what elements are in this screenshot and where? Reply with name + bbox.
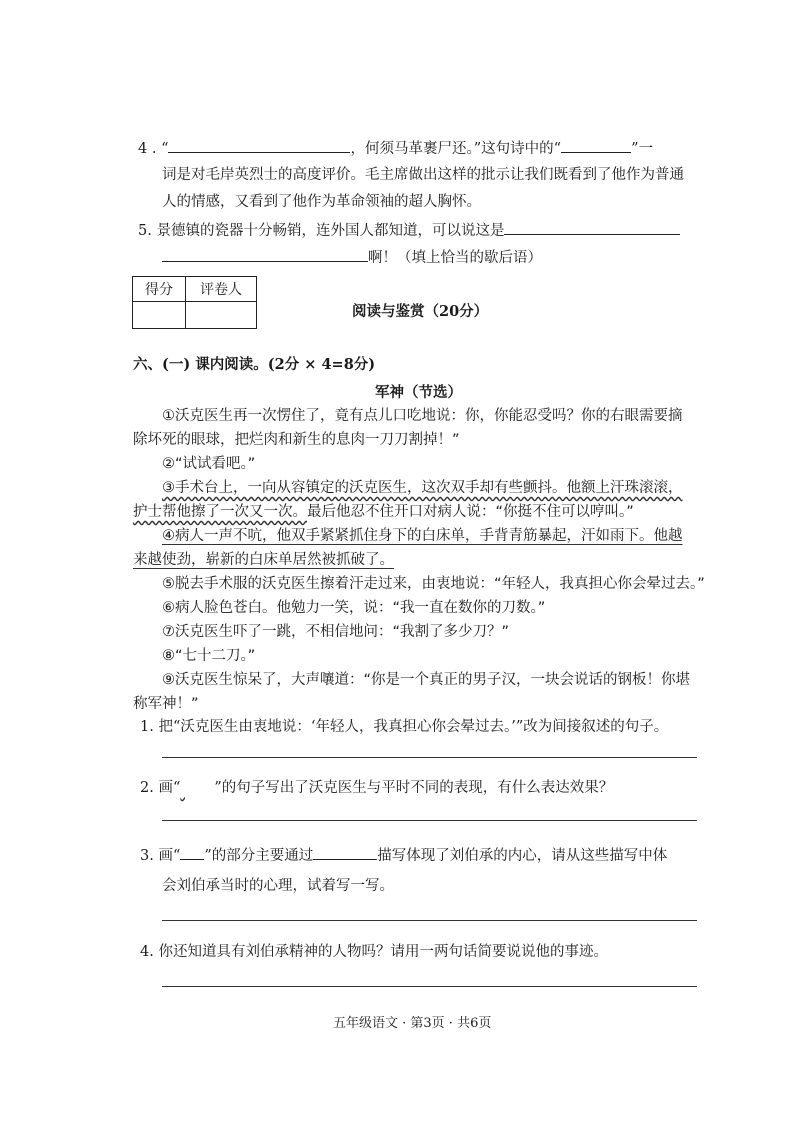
question-text: ”的句子写出了沃克医生与平时不同的表现，有什么表达效果？ <box>214 780 614 796</box>
answer-blank[interactable] <box>561 138 631 153</box>
paragraph-4-line2: 来越使劲，崭新的白床单居然被抓破了。 <box>133 552 394 568</box>
question-text: ”一 <box>631 141 653 157</box>
grader-cell[interactable] <box>186 302 257 329</box>
paragraph-7: ⑦沃克医生吓了一跳，不相信地问：“我割了多少刀？” <box>162 624 510 640</box>
question-number: 5. <box>138 223 152 239</box>
wavy-line-sample <box>180 780 214 796</box>
question-number: 2. <box>140 780 154 796</box>
question-text: 景德镇的瓷器十分畅销，连外国人都知道，可以说这是 <box>156 223 505 239</box>
question-5-line2 <box>162 246 542 267</box>
question-number: 4 . <box>138 141 157 157</box>
subquestion-1 <box>140 715 668 736</box>
question-number: 3. <box>140 848 154 864</box>
paragraph-1-line2: 除坏死的眼球，把烂肉和新生的息肉一刀刀割掉！” <box>133 432 460 448</box>
score-label: 得分 <box>133 277 186 302</box>
paragraph-9-line1: ⑨沃克医生惊呆了，大声嚷道：“你是一个真正的男子汉，一块会说话的钢板！你堪 <box>162 672 691 688</box>
score-table <box>132 276 257 329</box>
grader-label: 评卷人 <box>186 277 257 302</box>
question-text: 啊！（填上恰当的歇后语） <box>368 250 542 266</box>
question-text: ”的部分主要通过 <box>204 848 314 864</box>
part-heading: 六、(一) 课内阅读。(2分 × 4=8分) <box>133 356 376 373</box>
question-text: 画“ <box>158 780 181 796</box>
question-text: 把“沃克医生由衷地说：‘年轻人，我真担心你会晕过去。’”改为间接叙述的句子。 <box>158 719 669 735</box>
answer-blank[interactable] <box>313 845 377 860</box>
answer-blank[interactable] <box>168 138 350 153</box>
answer-blank[interactable] <box>162 247 368 262</box>
plain-text: 最后他忍不住开口对病人说：“你挺不住可以哼叫。” <box>307 504 634 520</box>
question-number: 4. <box>140 944 154 960</box>
paragraph-5: ⑤脱去手术服的沃克医生擦着汗走过来，由衷地说：“年轻人，我真担心你会晕过去。” <box>162 576 705 592</box>
straight-line-sample <box>180 845 204 860</box>
paragraph-3-line1: ③手术台上，一向从容镇定的沃克医生，这次双手却有些颤抖。他额上汗珠滚滚， <box>162 480 683 496</box>
subquestion-4 <box>140 940 608 961</box>
subquestion-3 <box>140 844 667 865</box>
passage-title: 军神（节选） <box>375 384 462 401</box>
paragraph-6: ⑥病人脸色苍白。他勉力一笑，说：“我一直在数你的刀数。” <box>162 600 546 616</box>
question-4-block <box>138 137 653 158</box>
question-text: 画“ <box>158 848 181 864</box>
section-title: 阅读与鉴赏（20分） <box>352 303 489 320</box>
subquestion-3-line2: 会刘伯承当时的心理，试着写一写。 <box>162 878 394 894</box>
score-cell[interactable] <box>133 302 186 329</box>
answer-blank[interactable] <box>504 220 680 235</box>
question-4-line3: 人的情感，又看到了他作为革命领袖的超人胸怀。 <box>162 194 481 210</box>
answer-line[interactable] <box>162 820 697 821</box>
question-4-line2: 词是对毛岸英烈士的高度评价。毛主席做出这样的批示让我们既看到了他作为普通 <box>162 167 684 183</box>
question-text: ，何须马革裹尸还。”这句诗中的“ <box>350 141 562 157</box>
wavy-underlined-text: 护士帮他擦了一次又一次。 <box>133 504 307 520</box>
open-quote: “ <box>161 141 169 157</box>
paragraph-1-line1: ①沃克医生再一次愣住了，竟有点儿口吃地说：你，你能忍受吗？你的右眼需要摘 <box>162 408 683 424</box>
question-5-block <box>138 219 680 240</box>
subquestion-2 <box>140 776 613 797</box>
question-number: 1. <box>140 719 154 735</box>
answer-line[interactable] <box>162 757 697 758</box>
answer-line[interactable] <box>162 986 697 987</box>
question-text: 你还知道具有刘伯承精神的人物吗？请用一两句话简要说说他的事迹。 <box>158 944 608 960</box>
answer-line[interactable] <box>162 920 697 921</box>
paragraph-4-line1: ④病人一声不吭，他双手紧紧抓住身下的白床单，手背青筋暴起，汗如雨下。他越 <box>162 528 683 544</box>
paragraph-3-line2 <box>133 500 634 521</box>
question-text: 描写体现了刘伯承的内心，请从这些描写中体 <box>377 848 668 864</box>
paragraph-9-line2: 称军神！” <box>133 696 199 712</box>
paragraph-2: ②“试试看吧。” <box>162 456 256 472</box>
page-footer: 五年级语文 · 第3页 · 共6页 <box>333 1016 492 1031</box>
paragraph-8: ⑧“七十二刀。” <box>162 648 256 664</box>
